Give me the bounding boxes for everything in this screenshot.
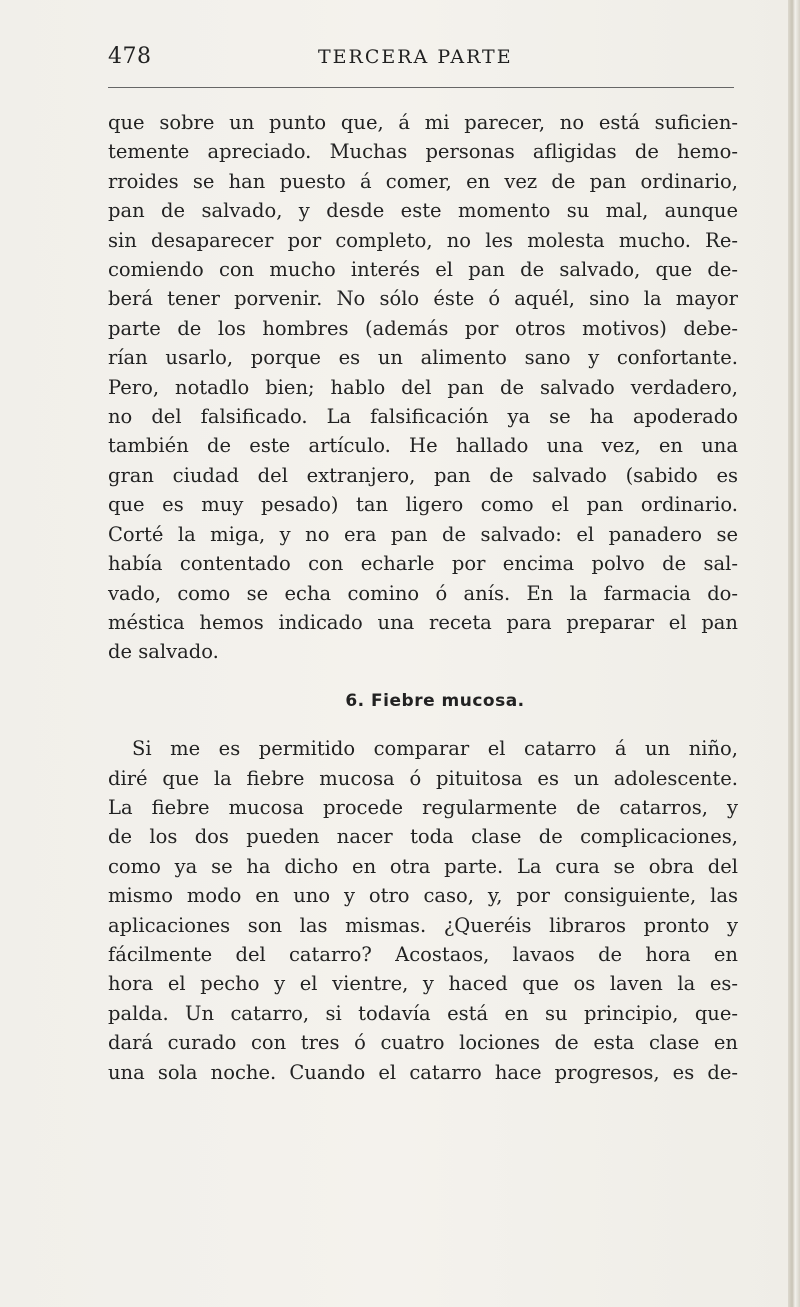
text-line: gran ciudad del extranjero, pan de salvado (sabido es — [108, 463, 738, 487]
text-line: La fiebre mucosa procede regularmente de catarros, y — [108, 795, 738, 819]
text-line: palda. Un catarro, si todavía está en su principio, que- — [108, 1001, 738, 1025]
text-line: dará curado con tres ó cuatro lociones de esta clase en — [108, 1031, 738, 1055]
text-line: rroides se han puesto á comer, en vez de pan ordinario, — [108, 169, 738, 193]
text-line: diré que la fiebre mucosa ó pituitosa es un adolescente. — [108, 766, 738, 790]
text-line: méstica hemos indicado una receta para preparar el pan — [108, 610, 738, 634]
page-header — [108, 44, 734, 78]
paragraph-2 — [108, 734, 738, 1087]
text-line: parte de los hombres (además por otros motivos) debe- — [108, 316, 738, 340]
header-rule — [108, 87, 734, 88]
text-line: berá tener porvenir. No sólo éste ó aquél, sino la mayor — [108, 287, 738, 311]
text-line: no del falsificado. La falsificación ya se ha apoderado — [108, 405, 738, 429]
text-line: una sola noche. Cuando el catarro hace progresos, es de- — [108, 1060, 738, 1084]
text-line: temente apreciado. Muchas personas afligidas de hemo- — [108, 140, 738, 164]
text-line: rían usarlo, porque es un alimento sano y confortante. — [108, 346, 738, 370]
text-line: Corté la miga, y no era pan de salvado: el panadero se — [108, 522, 738, 546]
text-line: que sobre un punto que, á mi parecer, no está suficien- — [108, 111, 738, 134]
text-line: había contentado con echarle por encima polvo de sal- — [108, 552, 738, 576]
text-line: Si me es permitido comparar el catarro á un niño, — [132, 737, 738, 761]
text-line: comiendo con mucho interés el pan de salvado, que de- — [108, 258, 738, 282]
text-line: fácilmente del catarro? Acostaos, lavaos de hora en — [108, 942, 738, 966]
text-line: aplicaciones son las mismas. ¿Queréis libraros pronto y — [108, 913, 738, 937]
text-line: vado, como se echa comino ó anís. En la farmacia do- — [108, 581, 738, 605]
text-line: mismo modo en uno y otro caso, y, por consiguiente, las — [108, 884, 738, 908]
page-number: 478 — [108, 44, 152, 69]
section-heading: 6. Fiebre mucosa. — [345, 690, 525, 711]
text-line: que es muy pesado) tan ligero como el pan ordinario. — [108, 493, 738, 517]
text-line: de los dos pueden nacer toda clase de complicaciones, — [108, 825, 738, 849]
running-head: TERCERA PARTE — [318, 46, 513, 68]
text-line: sin desaparecer por completo, no les molesta mucho. Re- — [108, 228, 738, 252]
text-line: hora el pecho y el vientre, y haced que os laven la es- — [108, 972, 738, 996]
body-text — [108, 108, 738, 1087]
text-line: como ya se ha dicho en otra parte. La cura se obra del — [108, 854, 738, 878]
page-edge — [788, 0, 800, 1307]
paragraph-1 — [108, 108, 738, 667]
text-line: de salvado. — [108, 640, 219, 664]
text-line: también de este artículo. He hallado una vez, en una — [108, 434, 738, 458]
text-line: pan de salvado, y desde este momento su mal, aunque — [108, 199, 738, 223]
text-line: Pero, notadlo bien; hablo del pan de salvado verdadero, — [108, 375, 738, 399]
